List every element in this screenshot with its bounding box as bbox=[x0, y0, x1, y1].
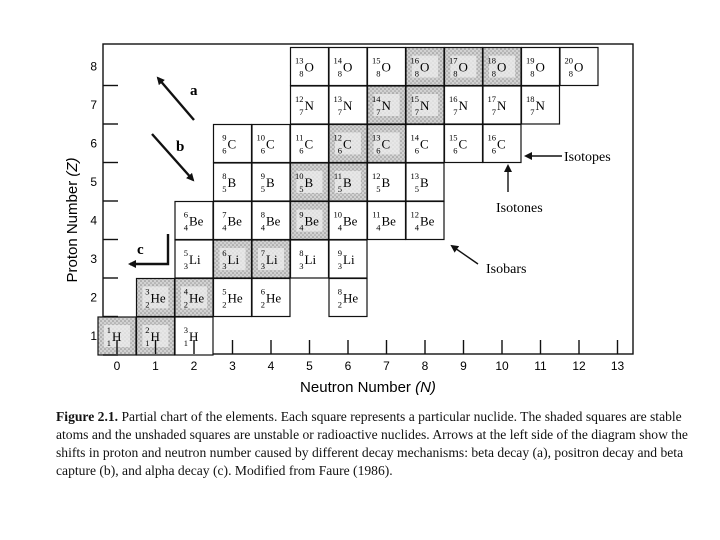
nuclide-atomic-number: 1 bbox=[106, 338, 111, 348]
nuclide-mass-number: 12 bbox=[410, 209, 419, 220]
nuclide-mass-number: 8 bbox=[260, 209, 265, 220]
nuclide-symbol: He bbox=[266, 290, 282, 306]
nuclide-mass-number: 6 bbox=[222, 248, 227, 258]
nuclide-atomic-number: 2 bbox=[260, 299, 265, 310]
nuclide-mass-number: 19 bbox=[526, 55, 535, 66]
nuclide-symbol: B bbox=[227, 175, 237, 190]
x-tick-label: 10 bbox=[495, 359, 509, 373]
nuclide-cell-li-6 bbox=[214, 240, 252, 278]
x-tick-label: 3 bbox=[229, 359, 236, 373]
nuclide-cell-he-4 bbox=[175, 279, 213, 317]
nuclide-mass-number: 13 bbox=[333, 94, 342, 104]
nuclide-cell-c-10 bbox=[252, 125, 290, 163]
nuclide-cell-o-15 bbox=[368, 48, 406, 86]
nuclide-cell-b-10 bbox=[291, 163, 329, 201]
nuclide-cell-o-19 bbox=[522, 48, 560, 86]
nuclide-mass-number: 14 bbox=[410, 132, 419, 143]
nuclide-mass-number: 13 bbox=[372, 132, 381, 143]
nuclide-cell-n-14 bbox=[368, 86, 406, 124]
nuclide-atomic-number: 4 bbox=[183, 222, 188, 233]
nuclide-atomic-number: 5 bbox=[260, 184, 265, 194]
nuclide-atomic-number: 6 bbox=[453, 145, 458, 156]
nuclide-mass-number: 8 bbox=[299, 248, 304, 258]
nuclide-atomic-number: 5 bbox=[222, 184, 227, 194]
nuclide-atomic-number: 6 bbox=[222, 145, 227, 156]
nuclide-symbol: O bbox=[420, 59, 430, 75]
nuclide-mass-number: 11 bbox=[295, 132, 304, 143]
decay-arrow-b-label: b bbox=[176, 139, 185, 155]
y-tick-label: 3 bbox=[90, 252, 97, 266]
nuclide-cell-c-11 bbox=[291, 125, 329, 163]
nuclide-symbol: Be bbox=[266, 213, 281, 229]
nuclide-symbol: C bbox=[227, 136, 237, 152]
nuclide-symbol: O bbox=[381, 59, 391, 75]
nuclide-symbol: N bbox=[343, 98, 353, 113]
nuclide-atomic-number: 6 bbox=[260, 145, 265, 156]
x-axis-title bbox=[300, 379, 436, 396]
nuclide-mass-number: 11 bbox=[372, 209, 381, 220]
nuclide-mass-number: 11 bbox=[333, 171, 342, 181]
nuclide-mass-number: 16 bbox=[487, 132, 496, 143]
nuclide-cell-b-13 bbox=[406, 163, 444, 201]
nuclide-mass-number: 15 bbox=[449, 132, 458, 143]
nuclide-symbol: Be bbox=[381, 213, 396, 229]
nuclide-symbol: He bbox=[343, 290, 359, 306]
decay-arrow-a-label: a bbox=[190, 83, 198, 99]
nuclide-mass-number: 1 bbox=[106, 325, 111, 335]
nuclide-cell-c-12 bbox=[329, 125, 367, 163]
nuclide-symbol: H bbox=[150, 329, 160, 344]
nuclide-cell-be-11 bbox=[368, 202, 406, 240]
x-axis-symbol: (N) bbox=[415, 379, 436, 396]
x-tick-label: 12 bbox=[572, 359, 586, 373]
nuclide-atomic-number: 8 bbox=[299, 68, 304, 79]
nuclide-atomic-number: 4 bbox=[414, 222, 419, 233]
nuclide-atomic-number: 7 bbox=[337, 107, 342, 117]
nuclide-cell-be-12 bbox=[406, 202, 444, 240]
nuclide-atomic-number: 8 bbox=[414, 68, 419, 79]
nuclide-mass-number: 10 bbox=[333, 209, 342, 220]
nuclide-cell-o-20 bbox=[560, 48, 598, 86]
x-tick-label: 13 bbox=[610, 359, 625, 373]
nuclide-mass-number: 18 bbox=[487, 55, 496, 66]
nuclide-atomic-number: 7 bbox=[453, 107, 458, 117]
nuclide-atomic-number: 8 bbox=[337, 68, 342, 79]
nuclide-symbol: He bbox=[227, 290, 243, 306]
nuclide-cell-n-13 bbox=[329, 86, 367, 124]
nuclide-symbol: N bbox=[535, 98, 545, 113]
nuclide-symbol: B bbox=[381, 175, 391, 190]
nuclide-atomic-number: 5 bbox=[337, 184, 342, 194]
decay-arrow-c-label: c bbox=[137, 242, 144, 258]
nuclide-mass-number: 16 bbox=[449, 94, 458, 104]
nuclide-atomic-number: 7 bbox=[376, 107, 381, 117]
nuclide-cell-n-17 bbox=[483, 86, 521, 124]
nuclide-symbol: N bbox=[420, 98, 430, 113]
nuclide-symbol: B bbox=[304, 175, 314, 190]
nuclide-mass-number: 12 bbox=[372, 171, 381, 181]
nuclide-cell-c-9 bbox=[214, 125, 252, 163]
nuclide-atomic-number: 4 bbox=[222, 222, 227, 233]
nuclide-atomic-number: 8 bbox=[453, 68, 458, 79]
nuclide-atomic-number: 8 bbox=[530, 68, 535, 79]
nuclide-symbol: Li bbox=[189, 252, 201, 267]
nuclide-cell-li-7 bbox=[252, 240, 290, 278]
y-axis-symbol: (Z) bbox=[64, 157, 81, 177]
nuclide-symbol: Be bbox=[304, 213, 319, 229]
nuclide-atomic-number: 8 bbox=[376, 68, 381, 79]
nuclide-mass-number: 20 bbox=[564, 55, 573, 66]
nuclide-cell-be-10 bbox=[329, 202, 367, 240]
nuclide-atomic-number: 2 bbox=[337, 299, 342, 310]
nuclide-symbol: N bbox=[381, 98, 391, 113]
nuclide-symbol: B bbox=[266, 175, 275, 190]
nuclide-atomic-number: 3 bbox=[183, 261, 188, 271]
y-axis-label: Proton Number bbox=[64, 180, 81, 283]
nuclide-mass-number: 8 bbox=[337, 286, 342, 297]
nuclide-atomic-number: 6 bbox=[376, 145, 381, 156]
nuclide-mass-number: 14 bbox=[333, 55, 342, 66]
nuclide-atomic-number: 1 bbox=[145, 338, 150, 348]
nuclide-atomic-number: 8 bbox=[568, 68, 573, 79]
nuclide-symbol: N bbox=[304, 98, 314, 113]
nuclide-atomic-number: 6 bbox=[299, 145, 304, 156]
nuclide-atomic-number: 6 bbox=[414, 145, 419, 156]
figure-label: Figure 2.1. bbox=[56, 409, 119, 424]
nuclide-symbol: Be bbox=[227, 213, 242, 229]
nuclide-cell-he-8 bbox=[329, 279, 367, 317]
nuclide-mass-number: 15 bbox=[410, 94, 419, 104]
nuclide-atomic-number: 4 bbox=[376, 222, 381, 233]
nuclide-cell-n-12 bbox=[291, 86, 329, 124]
nuclide-symbol: O bbox=[535, 59, 545, 75]
x-tick-label: 6 bbox=[344, 359, 352, 373]
nuclide-cell-he-5 bbox=[214, 279, 252, 317]
nuclide-cell-c-15 bbox=[445, 125, 483, 163]
x-tick-label: 7 bbox=[383, 359, 390, 373]
nuclide-cell-li-8 bbox=[291, 240, 329, 278]
nuclide-mass-number: 15 bbox=[372, 55, 381, 66]
nuclide-atomic-number: 6 bbox=[337, 145, 342, 156]
nuclide-atomic-number: 6 bbox=[491, 145, 496, 156]
nuclide-cell-li-9 bbox=[329, 240, 367, 278]
nuclide-symbol: Be bbox=[420, 213, 435, 229]
x-tick-label: 11 bbox=[534, 359, 547, 373]
isotopes-label: Isotopes bbox=[564, 150, 611, 165]
x-tick-label: 5 bbox=[306, 359, 313, 373]
nuclide-symbol: O bbox=[304, 59, 314, 75]
nuclide-mass-number: 8 bbox=[222, 171, 227, 181]
nuclide-mass-number: 13 bbox=[295, 55, 304, 66]
nuclide-atomic-number: 4 bbox=[299, 222, 304, 233]
x-tick-label: 8 bbox=[421, 359, 429, 373]
nuclide-mass-number: 7 bbox=[222, 209, 227, 220]
nuclide-mass-number: 10 bbox=[295, 171, 304, 181]
nuclide-symbol: O bbox=[458, 59, 468, 75]
nuclide-symbol: O bbox=[343, 59, 353, 75]
nuclide-cell-o-13 bbox=[291, 48, 329, 86]
nuclide-cell-be-7 bbox=[214, 202, 252, 240]
nuclide-mass-number: 9 bbox=[299, 209, 304, 220]
isobars-label: Isobars bbox=[486, 262, 527, 277]
nuclide-symbol: H bbox=[189, 329, 199, 344]
nuclide-mass-number: 5 bbox=[183, 248, 188, 258]
nuclide-cell-n-18 bbox=[522, 86, 560, 124]
nuclide-atomic-number: 2 bbox=[183, 299, 188, 310]
nuclide-symbol: C bbox=[304, 136, 314, 152]
y-tick-label: 2 bbox=[90, 290, 97, 305]
y-tick-label: 7 bbox=[90, 98, 97, 112]
nuclide-mass-number: 17 bbox=[487, 94, 496, 104]
x-tick-label: 2 bbox=[190, 359, 198, 373]
nuclide-atomic-number: 2 bbox=[222, 299, 227, 310]
nuclide-symbol: C bbox=[343, 136, 352, 152]
x-axis-label: Neutron Number bbox=[300, 379, 411, 396]
nuclide-atomic-number: 8 bbox=[491, 68, 496, 79]
nuclide-symbol: C bbox=[458, 136, 468, 152]
nuclide-symbol: H bbox=[112, 329, 122, 344]
nuclide-cell-b-8 bbox=[214, 163, 252, 201]
nuclide-symbol: Be bbox=[343, 213, 358, 229]
nuclide-symbol: N bbox=[497, 98, 507, 113]
nuclide-cell-he-6 bbox=[252, 279, 290, 317]
nuclide-cell-n-15 bbox=[406, 86, 444, 124]
nuclide-atomic-number: 7 bbox=[491, 107, 496, 117]
nuclide-atomic-number: 1 bbox=[183, 338, 188, 348]
nuclide-symbol: Be bbox=[189, 213, 204, 229]
nuclide-symbol: B bbox=[420, 175, 429, 190]
nuclide-mass-number: 16 bbox=[410, 55, 419, 66]
nuclide-mass-number: 4 bbox=[183, 286, 188, 297]
nuclide-symbol: N bbox=[458, 98, 468, 113]
nuclide-atomic-number: 7 bbox=[530, 107, 535, 117]
nuclide-atomic-number: 5 bbox=[299, 184, 304, 194]
nuclide-symbol: O bbox=[574, 59, 584, 75]
nuclide-atomic-number: 3 bbox=[222, 261, 227, 271]
y-axis-title bbox=[64, 157, 81, 282]
y-tick-label: 5 bbox=[90, 175, 97, 189]
x-tick-label: 4 bbox=[267, 359, 275, 373]
nuclide-mass-number: 3 bbox=[183, 325, 188, 335]
nuclide-cell-c-16 bbox=[483, 125, 521, 163]
nuclide-symbol: He bbox=[189, 290, 205, 306]
isobars-arrow bbox=[452, 246, 478, 264]
nuclide-symbol: C bbox=[266, 136, 275, 152]
y-tick-label: 6 bbox=[90, 136, 97, 151]
nuclide-cell-o-16 bbox=[406, 48, 444, 86]
nuclide-mass-number: 2 bbox=[145, 325, 150, 335]
figure-caption bbox=[56, 408, 706, 480]
nuclide-symbol: C bbox=[420, 136, 429, 152]
nuclide-symbol: Li bbox=[343, 252, 355, 267]
nuclide-mass-number: 6 bbox=[260, 286, 265, 297]
nuclide-cell-o-17 bbox=[445, 48, 483, 86]
nuclide-atomic-number: 3 bbox=[337, 261, 342, 271]
nuclide-mass-number: 9 bbox=[337, 248, 342, 258]
isotones-label: Isotones bbox=[496, 201, 543, 216]
nuclide-symbol: He bbox=[150, 290, 166, 306]
y-tick-label: 8 bbox=[90, 59, 97, 74]
nuclide-atomic-number: 2 bbox=[145, 299, 150, 310]
nuclide-mass-number: 6 bbox=[183, 209, 188, 220]
nuclide-atomic-number: 4 bbox=[337, 222, 342, 233]
nuclide-mass-number: 10 bbox=[256, 132, 265, 143]
nuclide-cell-b-11 bbox=[329, 163, 367, 201]
nuclide-atomic-number: 3 bbox=[260, 261, 265, 271]
nuclide-mass-number: 9 bbox=[222, 132, 227, 143]
x-tick-label: 0 bbox=[113, 359, 121, 373]
nuclide-atomic-number: 5 bbox=[414, 184, 419, 194]
nuclide-mass-number: 14 bbox=[372, 94, 381, 104]
nuclide-atomic-number: 7 bbox=[414, 107, 419, 117]
nuclide-symbol: C bbox=[381, 136, 391, 152]
nuclide-symbol: O bbox=[497, 59, 507, 75]
nuclide-mass-number: 7 bbox=[260, 248, 265, 258]
nuclide-cell-be-9 bbox=[291, 202, 329, 240]
y-tick-label: 4 bbox=[90, 213, 97, 228]
nuclide-cell-li-5 bbox=[175, 240, 213, 278]
decay-arrow-c bbox=[130, 234, 168, 264]
nuclide-mass-number: 12 bbox=[295, 94, 304, 104]
nuclide-cell-b-12 bbox=[368, 163, 406, 201]
nuclide-mass-number: 9 bbox=[260, 171, 265, 181]
nuclide-symbol: Li bbox=[304, 252, 317, 267]
nuclide-cell-b-9 bbox=[252, 163, 290, 201]
nuclide-cell-o-14 bbox=[329, 48, 367, 86]
nuclide-atomic-number: 7 bbox=[299, 107, 304, 117]
nuclide-symbol: B bbox=[343, 175, 352, 190]
nuclide-mass-number: 5 bbox=[222, 286, 227, 297]
nuclide-cell-he-3 bbox=[137, 279, 175, 317]
nuclide-mass-number: 13 bbox=[410, 171, 419, 181]
nuclide-atomic-number: 3 bbox=[299, 261, 304, 271]
nuclide-cell-c-13 bbox=[368, 125, 406, 163]
nuclide-cell-be-8 bbox=[252, 202, 290, 240]
x-tick-label: 1 bbox=[152, 359, 159, 373]
nuclide-mass-number: 3 bbox=[145, 286, 150, 297]
decay-arrow-b bbox=[152, 134, 193, 180]
nuclide-atomic-number: 5 bbox=[376, 184, 381, 194]
nuclide-cell-c-14 bbox=[406, 125, 444, 163]
nuclide-cell-n-16 bbox=[445, 86, 483, 124]
nuclide-mass-number: 18 bbox=[526, 94, 535, 104]
decay-arrow-a bbox=[158, 78, 194, 120]
nuclide-atomic-number: 4 bbox=[260, 222, 265, 233]
nuclide-symbol: C bbox=[497, 136, 506, 152]
nuclide-mass-number: 12 bbox=[333, 132, 342, 143]
nuclide-cell-o-18 bbox=[483, 48, 521, 86]
x-tick-label: 9 bbox=[460, 359, 467, 373]
nuclide-symbol: Li bbox=[266, 252, 278, 267]
y-tick-label: 1 bbox=[90, 329, 97, 343]
nuclide-cell-be-6 bbox=[175, 202, 213, 240]
nuclide-symbol: Li bbox=[227, 252, 240, 267]
figure-caption-text: Partial chart of the elements. Each square represents a particular nuclide. The shaded squares are stable atoms and the unshaded squares are unstable or radioactive nuclides. Arrows at the left side of the diagram show the shifts in proton and neutron number caused by different decay mechanisms: beta decay (a), positron decay and beta capture (b), and alpha decay (c). Modified from Faure (1986). bbox=[56, 409, 688, 478]
nuclide-mass-number: 17 bbox=[449, 55, 458, 66]
